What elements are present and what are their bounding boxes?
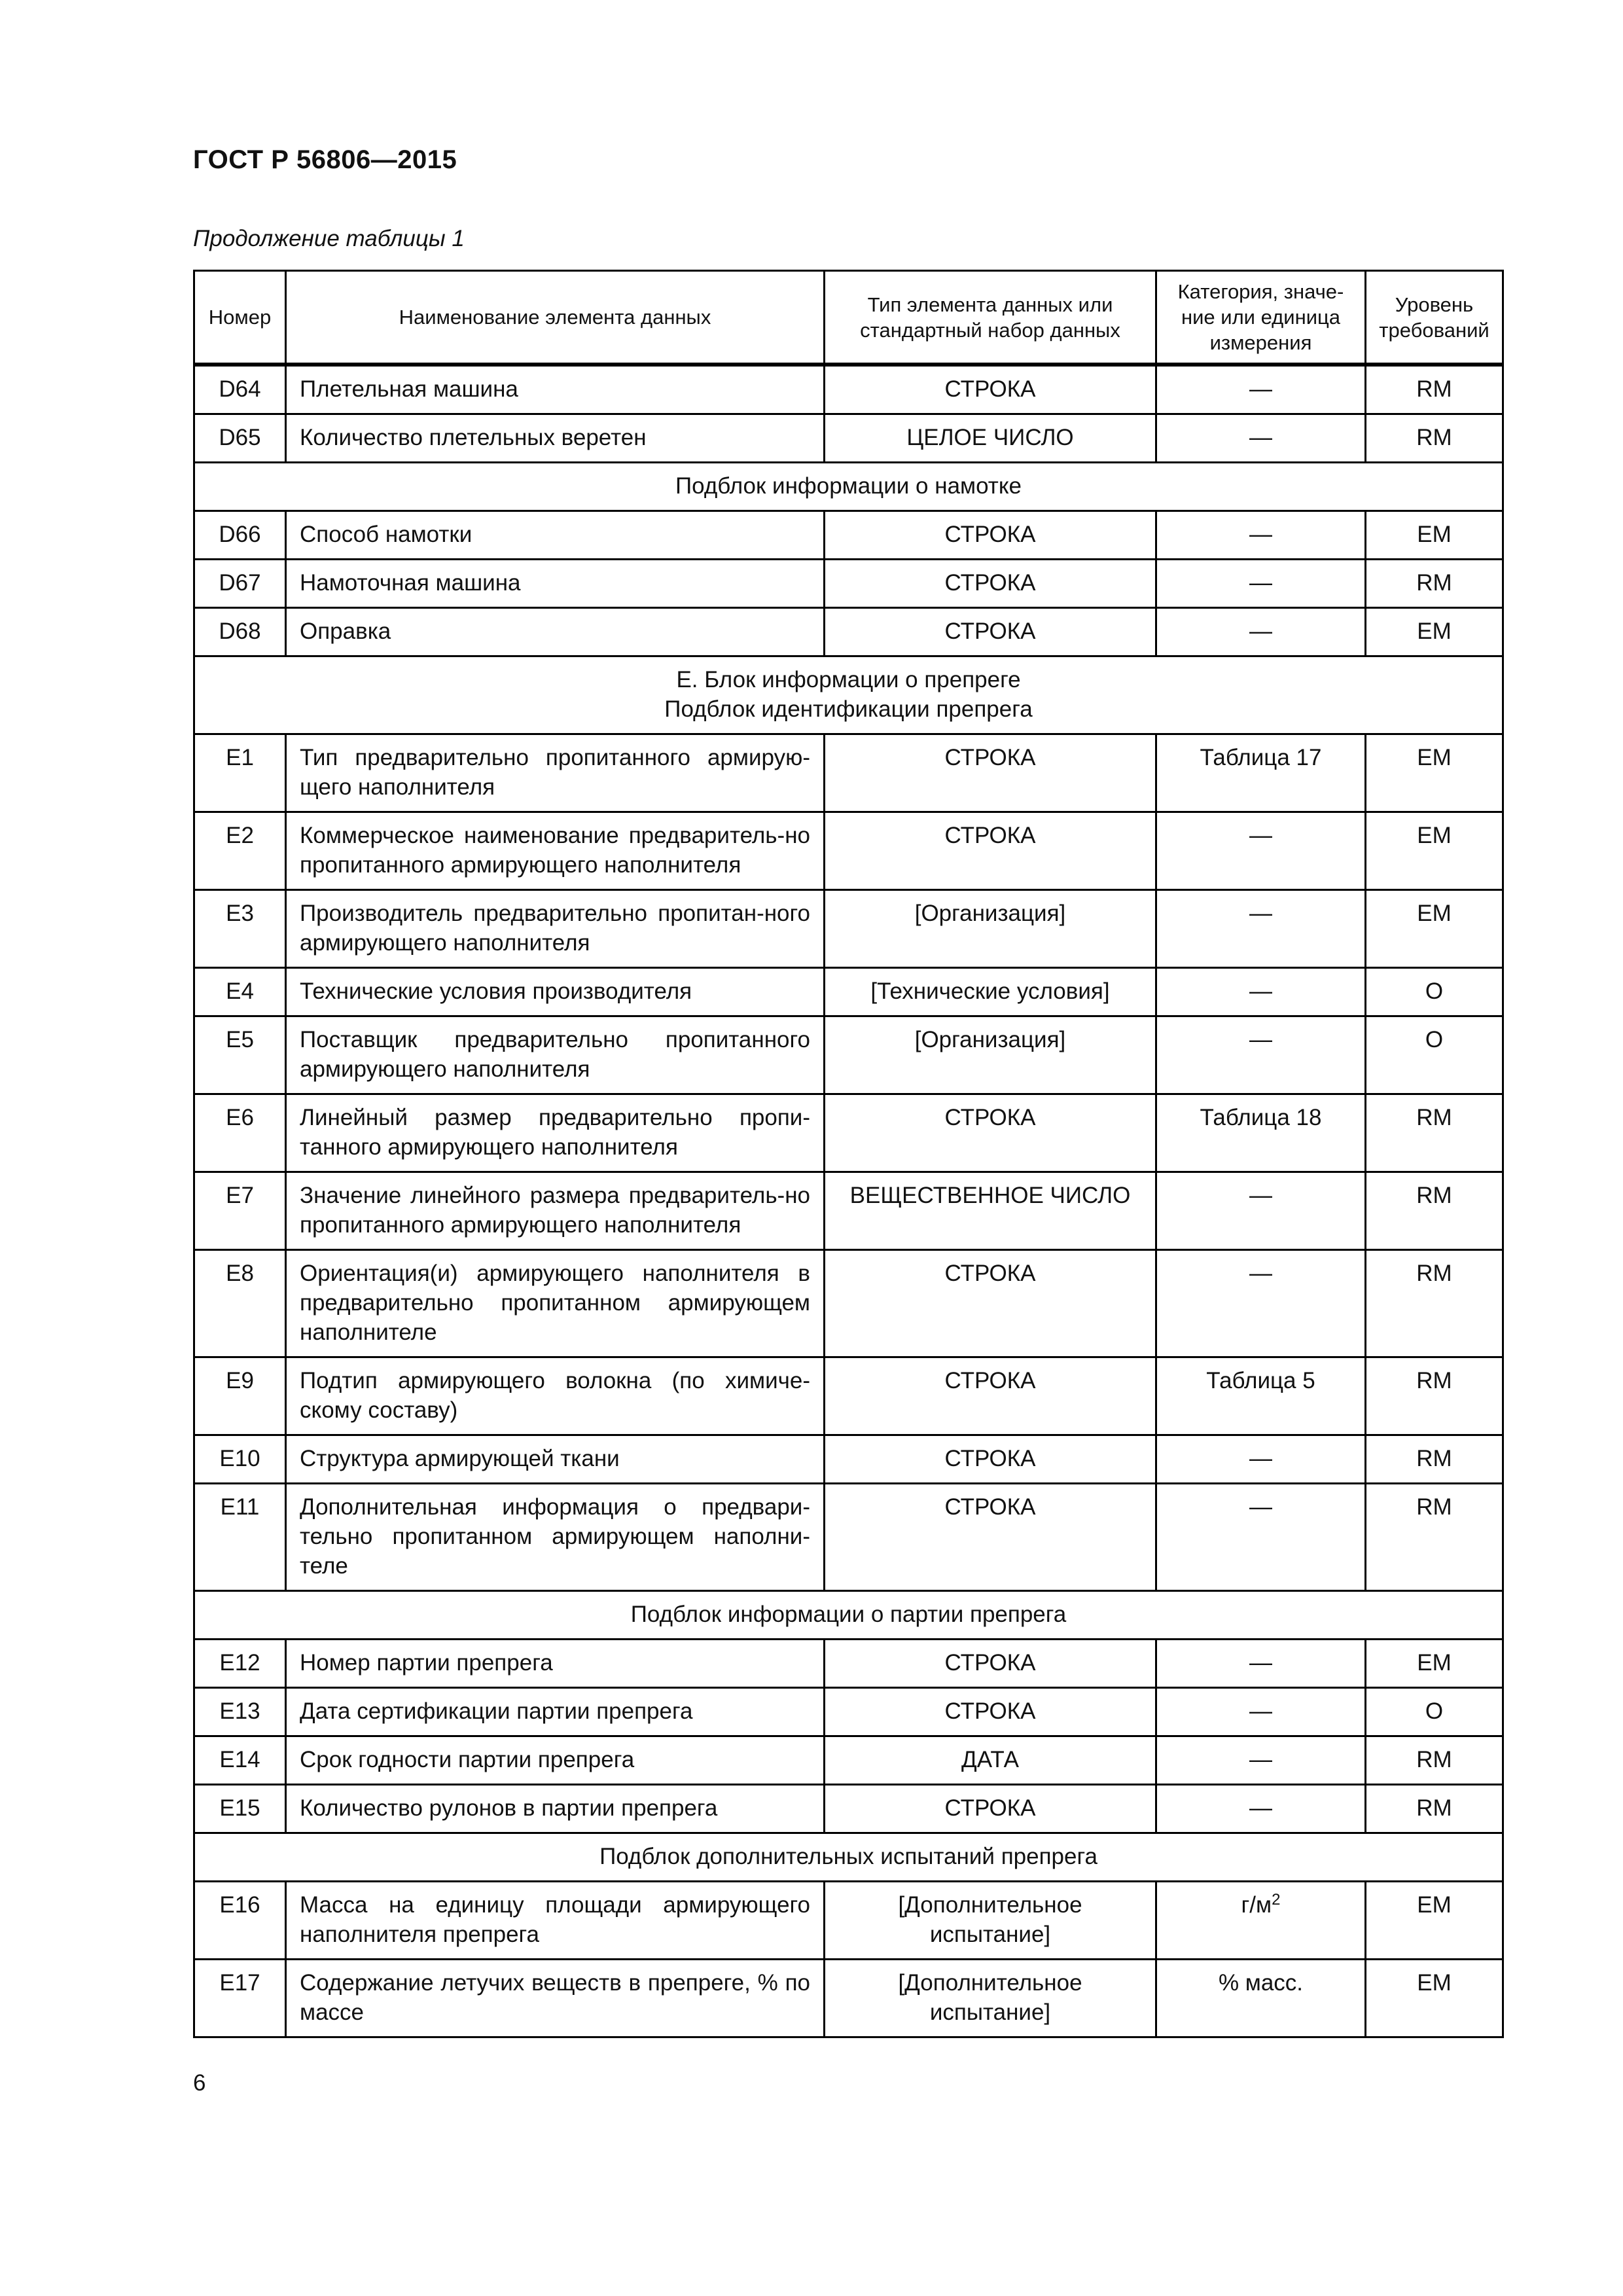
cell-type: СТРОКА — [825, 812, 1156, 890]
cell-type: СТРОКА — [825, 1688, 1156, 1736]
cell-name: Дополнительная информация о предвари-тельно пропитанном армирующем наполни-теле — [286, 1484, 825, 1591]
table-row — [194, 608, 1503, 656]
cell-type: [Технические условия] — [825, 968, 1156, 1016]
cell-level: EM — [1366, 1640, 1503, 1688]
cell-type: СТРОКА — [825, 365, 1156, 414]
cell-type: ВЕЩЕСТВЕННОЕ ЧИСЛО — [825, 1172, 1156, 1250]
cell-category: — — [1156, 608, 1366, 656]
cell-name: Дата сертификации партии препрега — [286, 1688, 825, 1736]
cell-name: Масса на единицу площади армирующего наполнителя препрега — [286, 1882, 825, 1960]
cell-name: Технические условия производителя — [286, 968, 825, 1016]
cell-number: E6 — [194, 1094, 286, 1172]
cell-category: % масс. — [1156, 1960, 1366, 2037]
header-requirement-level: Уровень требований — [1366, 271, 1503, 365]
cell-number: E15 — [194, 1785, 286, 1833]
table-row — [194, 1688, 1503, 1736]
cell-number: E8 — [194, 1250, 286, 1357]
unit-base: г/м — [1241, 1892, 1272, 1918]
cell-level: RM — [1366, 1484, 1503, 1591]
cell-level: EM — [1366, 734, 1503, 812]
cell-category: Таблица 18 — [1156, 1094, 1366, 1172]
table-row — [194, 1094, 1503, 1172]
cell-number: E13 — [194, 1688, 286, 1736]
cell-category: — — [1156, 890, 1366, 968]
cell-number: D65 — [194, 414, 286, 463]
cell-number: E3 — [194, 890, 286, 968]
cell-name: Номер партии препрега — [286, 1640, 825, 1688]
cell-category: — — [1156, 1640, 1366, 1688]
cell-number: E4 — [194, 968, 286, 1016]
cell-name: Поставщик предварительно пропитанного армирующего наполнителя — [286, 1016, 825, 1094]
cell-name: Линейный размер предварительно пропи-танного армирующего наполнителя — [286, 1094, 825, 1172]
cell-type: ЦЕЛОЕ ЧИСЛО — [825, 414, 1156, 463]
cell-name: Коммерческое наименование предваритель-но пропитанного армирующего наполнителя — [286, 812, 825, 890]
cell-category: — — [1156, 1484, 1366, 1591]
table-header-row — [194, 271, 1503, 365]
table-row — [194, 968, 1503, 1016]
cell-category: — — [1156, 1435, 1366, 1484]
cell-name: Содержание летучих веществ в препреге, % по массе — [286, 1960, 825, 2037]
cell-name: Тип предварительно пропитанного армирую-щего наполнителя — [286, 734, 825, 812]
cell-number: E17 — [194, 1960, 286, 2037]
cell-type: СТРОКА — [825, 1094, 1156, 1172]
table-row — [194, 1484, 1503, 1591]
table-row — [194, 1250, 1503, 1357]
section-title: Подблок дополнительных испытаний препрега — [194, 1833, 1503, 1882]
cell-number: E10 — [194, 1435, 286, 1484]
cell-category: — — [1156, 414, 1366, 463]
table-row — [194, 1882, 1503, 1960]
cell-category: — — [1156, 560, 1366, 608]
table-row — [194, 890, 1503, 968]
page-number: 6 — [193, 2070, 206, 2096]
cell-number: E7 — [194, 1172, 286, 1250]
header-number: Номер — [194, 271, 286, 365]
cell-category: Таблица 17 — [1156, 734, 1366, 812]
header-data-type: Тип элемента данных или стандартный набор данных — [825, 271, 1156, 365]
cell-number: D64 — [194, 365, 286, 414]
cell-category: — — [1156, 1250, 1366, 1357]
cell-category: — — [1156, 365, 1366, 414]
cell-level: EM — [1366, 890, 1503, 968]
cell-type: ДАТА — [825, 1736, 1156, 1785]
table-row — [194, 1736, 1503, 1785]
section-row — [194, 1591, 1503, 1640]
cell-number: E5 — [194, 1016, 286, 1094]
unit-exponent: 2 — [1272, 1891, 1281, 1909]
cell-type: [Организация] — [825, 1016, 1156, 1094]
cell-name: Подтип армирующего волокна (по химиче-скому составу) — [286, 1357, 825, 1435]
cell-level: EM — [1366, 812, 1503, 890]
cell-number: E14 — [194, 1736, 286, 1785]
cell-name: Плетельная машина — [286, 365, 825, 414]
cell-name: Количество плетельных веретен — [286, 414, 825, 463]
cell-category: — — [1156, 1016, 1366, 1094]
cell-level: RM — [1366, 1785, 1503, 1833]
cell-name: Производитель предварительно пропитан-ного армирующего наполнителя — [286, 890, 825, 968]
section-title: Подблок информации о намотке — [194, 463, 1503, 511]
table-caption: Продолжение таблицы 1 — [193, 226, 465, 251]
cell-category: — — [1156, 511, 1366, 560]
cell-type: СТРОКА — [825, 1435, 1156, 1484]
cell-number: E9 — [194, 1357, 286, 1435]
cell-level: O — [1366, 968, 1503, 1016]
cell-name: Ориентация(и) армирующего наполнителя в предварительно пропитанном армирующем наполнителе — [286, 1250, 825, 1357]
cell-level: RM — [1366, 1094, 1503, 1172]
cell-level: O — [1366, 1688, 1503, 1736]
cell-name: Структура армирующей ткани — [286, 1435, 825, 1484]
cell-category: — — [1156, 1785, 1366, 1833]
cell-level: RM — [1366, 1250, 1503, 1357]
cell-type: СТРОКА — [825, 560, 1156, 608]
table-row — [194, 365, 1503, 414]
section-title — [194, 656, 1503, 734]
table-row — [194, 511, 1503, 560]
cell-type: СТРОКА — [825, 1640, 1156, 1688]
cell-number: E1 — [194, 734, 286, 812]
cell-number: E2 — [194, 812, 286, 890]
cell-type: [Организация] — [825, 890, 1156, 968]
cell-category: — — [1156, 1172, 1366, 1250]
table-row — [194, 812, 1503, 890]
table-row — [194, 1172, 1503, 1250]
cell-category: Таблица 5 — [1156, 1357, 1366, 1435]
section-title: Подблок информации о партии препрега — [194, 1591, 1503, 1640]
cell-number: E16 — [194, 1882, 286, 1960]
section-row — [194, 1833, 1503, 1882]
cell-level: RM — [1366, 365, 1503, 414]
header-category: Категория, значе-ние или единица измерения — [1156, 271, 1366, 365]
section-row — [194, 656, 1503, 734]
cell-level: EM — [1366, 1960, 1503, 2037]
document-header: ГОСТ Р 56806—2015 — [193, 145, 457, 174]
cell-type: СТРОКА — [825, 511, 1156, 560]
cell-name: Способ намотки — [286, 511, 825, 560]
cell-type: СТРОКА — [825, 734, 1156, 812]
cell-type: СТРОКА — [825, 608, 1156, 656]
cell-level: O — [1366, 1016, 1503, 1094]
cell-level: EM — [1366, 608, 1503, 656]
cell-level: RM — [1366, 1172, 1503, 1250]
table-row — [194, 560, 1503, 608]
cell-level: RM — [1366, 1357, 1503, 1435]
cell-category: — — [1156, 1688, 1366, 1736]
cell-level: EM — [1366, 1882, 1503, 1960]
cell-number: D67 — [194, 560, 286, 608]
table-row — [194, 1785, 1503, 1833]
cell-name: Количество рулонов в партии препрега — [286, 1785, 825, 1833]
cell-level: RM — [1366, 1435, 1503, 1484]
cell-category: — — [1156, 812, 1366, 890]
cell-level: EM — [1366, 511, 1503, 560]
table-row — [194, 734, 1503, 812]
cell-number: E12 — [194, 1640, 286, 1688]
cell-type: [Дополнительное испытание] — [825, 1882, 1156, 1960]
cell-number: D68 — [194, 608, 286, 656]
table-row — [194, 414, 1503, 463]
subblock-title: Подблок идентификации препрега — [664, 696, 1033, 722]
cell-type: СТРОКА — [825, 1785, 1156, 1833]
block-title: Е. Блок информации о препреге — [676, 667, 1021, 692]
cell-type: СТРОКА — [825, 1250, 1156, 1357]
cell-type: СТРОКА — [825, 1357, 1156, 1435]
table-row — [194, 1357, 1503, 1435]
cell-number: E11 — [194, 1484, 286, 1591]
cell-name: Значение линейного размера предваритель-но пропитанного армирующего наполнителя — [286, 1172, 825, 1250]
table-row — [194, 1016, 1503, 1094]
table-row — [194, 1640, 1503, 1688]
cell-name: Намоточная машина — [286, 560, 825, 608]
cell-category: — — [1156, 1736, 1366, 1785]
cell-type: СТРОКА — [825, 1484, 1156, 1591]
cell-name: Оправка — [286, 608, 825, 656]
section-row — [194, 463, 1503, 511]
header-element-name: Наименование элемента данных — [286, 271, 825, 365]
table-row — [194, 1960, 1503, 2037]
cell-level: RM — [1366, 414, 1503, 463]
cell-name: Срок годности партии препрега — [286, 1736, 825, 1785]
table-row — [194, 1435, 1503, 1484]
cell-category: — — [1156, 968, 1366, 1016]
cell-level: RM — [1366, 560, 1503, 608]
cell-level: RM — [1366, 1736, 1503, 1785]
data-elements-table — [193, 270, 1504, 2038]
cell-category — [1156, 1882, 1366, 1960]
cell-type: [Дополнительное испытание] — [825, 1960, 1156, 2037]
cell-number: D66 — [194, 511, 286, 560]
